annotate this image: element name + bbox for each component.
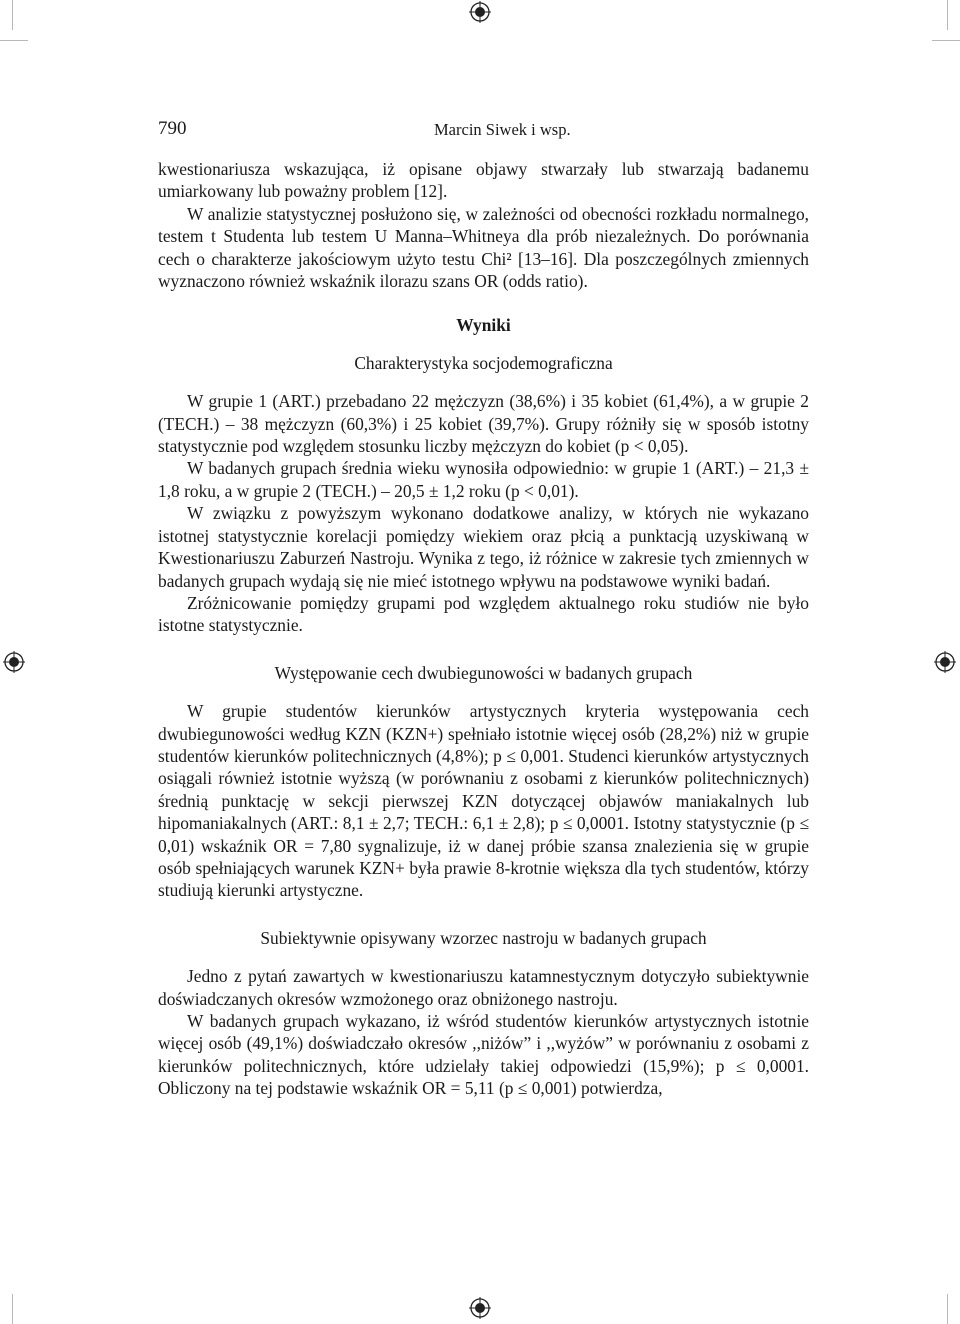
crop-mark-top-left-h xyxy=(0,40,28,41)
registration-mark-icon xyxy=(469,1297,491,1319)
page-number: 790 xyxy=(158,118,187,139)
paragraph: Jedno z pytań zawartych w kwestionariuszu katamnestycznym dotyczyło subiektywnie doświadczanych okresów wzmożonego oraz obniżonego nastroju. xyxy=(158,966,809,1009)
paragraph: W grupie 1 (ART.) przebadano 22 mężczyzn (38,6%) i 35 kobiet (61,4%), a w grupie 2 (TECH.) – 38 mężczyzn (60,3%) i 25 kobiet (39,7%). Grupy różniły się w sposób istotny statystycznie pod względem stosunku liczby mężczyzn do kobiet (p < 0,05). xyxy=(158,391,809,457)
crop-mark-top-right-h xyxy=(932,40,960,41)
subsection-heading-bipolarity: Występowanie cech dwubiegunowości w badanych grupach xyxy=(274,662,693,683)
section-heading-results: Wyniki xyxy=(456,315,511,336)
crop-mark-bottom-left xyxy=(12,1294,13,1324)
crop-mark-bottom-right xyxy=(947,1294,948,1324)
paragraph: W związku z powyższym wykonano dodatkowe analizy, w których nie wykazano istotnej statystycznie korelacji pomiędzy wiekiem oraz płcią a punktacją uzyskiwaną w Kwestionariuszu Zaburzeń Nastroju. Wynika z tego, iż różnice w zakresie tych zmiennych w badanych grupach wydają się nie mieć istotnego wpływu na podstawowe wyniki badań. xyxy=(158,503,809,591)
paragraph: W grupie studentów kierunków artystycznych kryteria występowania cech dwubiegunowości według KZN (KZN+) spełniało istotnie więcej osób (28,2%) niż w grupie studentów kierunków politechnicznych (4,8%); p ≤ 0,001. Studenci kierunków artystycznych osiągali również istotnie wyższą (w porównaniu z osobami z kierunków politechnicznych) średnią punktację w sekcji pierwszej KZN dotyczącej objawów maniakalnych lub hipomaniakalnych (ART.: 8,1 ± 2,7; TECH.: 6,1 ± 2,8); p ≤ 0,0001. Istotny statystycznie (p ≤ 0,01) wskaźnik OR = 7,80 sygnalizuje, iż w danej próbie szansa znalezienia się w grupie osób spełniających warunek KZN+ była prawie 8-krotnie większa dla tych studentów, którzy studiują kierunki artystyczne. xyxy=(158,701,809,901)
crop-mark-top-left xyxy=(12,0,13,30)
paragraph: W badanych grupach średnia wieku wynosiła odpowiednio: w grupie 1 (ART.) – 21,3 ± 1,8 roku, a w grupie 2 (TECH.) – 20,5 ± 1,2 roku (p < 0,01). xyxy=(158,458,809,501)
crop-mark-top-right xyxy=(947,0,948,30)
paragraph: W badanych grupach wykazano, iż wśród studentów kierunków artystycznych istotnie więcej osób (49,1%) doświadczało okresów ,,niżów” i ,,wyżów” w porównaniu z osobami z kierunków politechnicznych, które udzielały takiej odpowiedzi (15,9%); p ≤ 0,0001. Obliczony na tej podstawie wskaźnik OR = 5,11 (p ≤ 0,001) potwierdza, xyxy=(158,1011,809,1099)
running-head: Marcin Siwek i wsp. xyxy=(434,120,571,139)
subsection-heading-sociodemographic: Charakterystyka socjodemograficzna xyxy=(354,352,613,373)
paragraph: W analizie statystycznej posłużono się, w zależności od obecności rozkładu normalnego, testem t Studenta lub testem U Manna–Whitneya dla prób niezależnych. Do porównania cech o charakterze jakościowym użyto testu Chi² [13–16]. Dla poszczególnych zmiennych wyznaczono również wskaźnik ilorazu szans OR (odds ratio). xyxy=(158,203,809,292)
page-header xyxy=(0,114,960,144)
registration-mark-icon xyxy=(934,651,956,673)
registration-mark-icon xyxy=(3,651,25,673)
registration-mark-icon xyxy=(469,1,491,23)
article-body xyxy=(158,158,809,1100)
paragraph: kwestionariusza wskazująca, iż opisane objawy stwarzały lub stwarzają badanemu umiarkowany lub poważny problem [12]. xyxy=(158,159,809,202)
subsection-heading-mood-pattern: Subiektywnie opisywany wzorzec nastroju w badanych grupach xyxy=(260,927,707,948)
paragraph: Zróżnicowanie pomiędzy grupami pod względem aktualnego roku studiów nie było istotne statystycznie. xyxy=(158,592,809,636)
